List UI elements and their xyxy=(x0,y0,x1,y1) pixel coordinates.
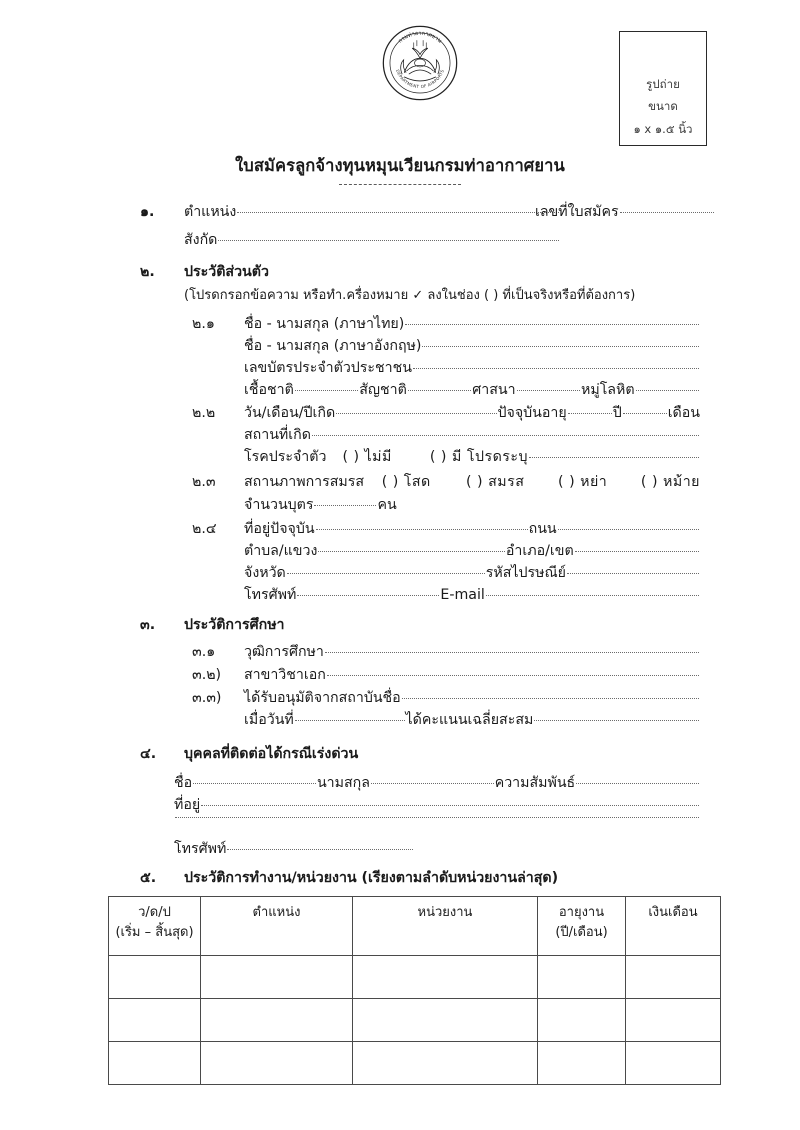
column-header-organization xyxy=(353,897,538,956)
field-id-card-row xyxy=(192,361,700,375)
section-2-instruction: (โปรดกรอกข้อความ หรือทำ.ครื่องหมาย ✓ ลงในช่อง ( ) ที่เป็นจริงหรือที่ต้องการ) xyxy=(184,288,636,303)
column-header-date-line1: ว/ด/ป xyxy=(138,905,171,920)
field-application-no-row xyxy=(535,205,715,219)
religion-label: ศาสนา xyxy=(472,382,516,398)
department-of-airports-seal-icon xyxy=(381,24,459,102)
column-header-date-line2: (เริ่ม – สิ้นสุด) xyxy=(115,925,194,941)
field-marital-status-row xyxy=(192,475,700,489)
item-2-1-number: ๒.๑ xyxy=(192,316,215,332)
cell-date[interactable] xyxy=(109,1042,201,1085)
phone-input[interactable] xyxy=(297,595,439,596)
cell-position[interactable] xyxy=(201,956,353,999)
application-no-input[interactable] xyxy=(620,212,714,213)
field-name-eng-row xyxy=(192,339,700,353)
field-address-row xyxy=(192,522,700,536)
emergency-last-name-label: นามสกุล xyxy=(316,775,370,791)
column-header-salary xyxy=(626,897,721,956)
cell-tenure[interactable] xyxy=(538,956,626,999)
children-count-unit: คน xyxy=(377,497,397,513)
dob-input[interactable] xyxy=(336,413,496,414)
affiliation-input[interactable] xyxy=(218,240,559,241)
cell-organization[interactable] xyxy=(353,999,538,1042)
gpa-input[interactable] xyxy=(534,720,699,721)
field-ethnicity-row xyxy=(192,383,700,397)
subdistrict-input[interactable] xyxy=(318,551,505,552)
emergency-contact-name-row xyxy=(174,776,700,790)
column-header-tenure-line1: อายุงาน xyxy=(558,905,605,920)
emergency-contact-address-row xyxy=(174,798,700,812)
field-dob-row xyxy=(192,406,700,420)
emergency-relation-input[interactable] xyxy=(576,783,699,784)
marital-divorced-checkbox[interactable]: ( ) หย่า xyxy=(558,474,608,490)
field-major-row xyxy=(192,668,700,682)
item-3-1-number: ๓.๑ xyxy=(192,644,216,660)
disease-label: โรคประจำตัว xyxy=(244,449,327,465)
blood-type-label: หมู่โลหิต xyxy=(580,382,635,398)
postcode-label: รหัสไปรษณีย์ xyxy=(485,565,566,581)
emergency-relation-label: ความสัมพันธ์ xyxy=(494,775,576,791)
table-row xyxy=(109,999,721,1042)
section-5-heading-row xyxy=(140,871,558,885)
field-affiliation-row xyxy=(140,233,560,247)
institution-label: ได้รับอนุมัติจากสถาบันชื่อ xyxy=(244,690,401,706)
field-degree-row xyxy=(192,645,700,659)
cell-salary[interactable] xyxy=(626,956,721,999)
road-label: ถนน xyxy=(528,521,557,537)
marital-widowed-checkbox[interactable]: ( ) หม้าย xyxy=(640,474,700,490)
work-history-table xyxy=(108,896,721,1085)
section-2-number: ๒. xyxy=(140,264,155,280)
emergency-address-input[interactable] xyxy=(201,805,699,806)
age-year-unit: ปี xyxy=(612,405,622,421)
cell-salary[interactable] xyxy=(626,1042,721,1085)
section-3-heading: ประวัติการศึกษา xyxy=(184,617,285,633)
ethnicity-input[interactable] xyxy=(295,390,358,391)
cell-salary[interactable] xyxy=(626,999,721,1042)
svg-text:กรมท่าอากาศยาน: กรมท่าอากาศยาน xyxy=(397,30,443,45)
institution-input[interactable] xyxy=(402,698,699,699)
emergency-phone-label: โทรศัพท์ xyxy=(174,841,227,857)
district-input[interactable] xyxy=(575,551,699,552)
column-header-salary-line1: เงินเดือน xyxy=(648,905,698,920)
field-province-row xyxy=(192,566,700,580)
religion-input[interactable] xyxy=(517,390,580,391)
nationality-label: สัญชาติ xyxy=(359,382,407,398)
field-birthplace-row xyxy=(192,428,700,442)
degree-label: วุฒิการศึกษา xyxy=(244,644,324,660)
major-input[interactable] xyxy=(327,675,699,676)
age-month-unit: เดือน xyxy=(667,405,700,421)
marital-married-checkbox[interactable]: ( ) สมรส xyxy=(466,474,525,490)
page-title: ใบสมัครลูกจ้างทุนหมุนเวียนกรมท่าอากาศยาน xyxy=(235,156,565,175)
table-row xyxy=(109,956,721,999)
phone-label: โทรศัพท์ xyxy=(244,587,297,603)
item-3-2-number: ๓.๒) xyxy=(192,667,222,683)
field-phone-email-row xyxy=(192,588,700,602)
item-2-2-number: ๒.๒ xyxy=(192,405,216,421)
svg-text:DEPARTMENT OF AIRPORTS: DEPARTMENT OF AIRPORTS xyxy=(395,68,445,90)
province-label: จังหวัด xyxy=(244,565,286,581)
column-header-position xyxy=(201,897,353,956)
photo-label-line3: ๑ x ๑.๕ นิ้ว xyxy=(633,121,693,136)
field-grad-date-gpa-row xyxy=(192,713,700,727)
emergency-last-name-input[interactable] xyxy=(371,783,494,784)
emergency-first-name-input[interactable] xyxy=(193,783,316,784)
emergency-address-label: ที่อยู่ xyxy=(174,797,201,813)
field-subdistrict-row xyxy=(192,544,700,558)
children-count-input[interactable] xyxy=(314,505,376,506)
name-thai-input[interactable] xyxy=(405,324,699,325)
id-card-input[interactable] xyxy=(413,368,699,369)
section-5-number: ๕. xyxy=(140,870,157,886)
cell-organization[interactable] xyxy=(353,956,538,999)
column-header-tenure-line2: (ปี/เดือน) xyxy=(555,925,608,941)
birthplace-label: สถานที่เกิด xyxy=(244,427,311,443)
field-position-row xyxy=(140,205,560,219)
marital-single-checkbox[interactable]: ( ) โสด xyxy=(381,474,431,490)
section-4-heading-row xyxy=(140,747,358,761)
position-input[interactable] xyxy=(237,212,559,213)
field-name-thai-row xyxy=(192,317,700,331)
ethnicity-label: เชื้อชาติ xyxy=(244,382,294,398)
field-children-row xyxy=(192,498,432,512)
table-header-row xyxy=(109,897,721,956)
emergency-contact-phone-row xyxy=(174,842,414,856)
section-3-number: ๓. xyxy=(140,617,156,633)
table-row xyxy=(109,1042,721,1085)
section-3-heading-row xyxy=(140,618,285,632)
column-header-tenure xyxy=(538,897,626,956)
email-input[interactable] xyxy=(486,595,699,596)
graduation-date-input[interactable] xyxy=(295,720,405,721)
current-address-label: ที่อยู่ปัจจุบัน xyxy=(244,521,315,537)
application-no-label: เลขที่ใบสมัคร xyxy=(535,204,619,220)
age-year-input[interactable] xyxy=(568,413,612,414)
disease-none-checkbox[interactable]: ( ) ไม่มี xyxy=(342,449,392,465)
email-label: E-mail xyxy=(440,587,485,603)
cell-date[interactable] xyxy=(109,999,201,1042)
age-month-input[interactable] xyxy=(623,413,667,414)
photo-label-line1: รูปถ่าย xyxy=(646,76,680,91)
title-divider xyxy=(339,184,461,185)
name-eng-input[interactable] xyxy=(422,346,699,347)
item-2-3-number: ๒.๓ xyxy=(192,474,216,490)
column-header-organization-line1: หน่วยงาน xyxy=(417,905,473,920)
disease-specify-input[interactable] xyxy=(529,457,699,458)
item-2-4-number: ๒.๔ xyxy=(192,521,217,537)
dob-label: วัน/เดือน/ปีเกิด xyxy=(244,405,336,421)
section-2-heading: ประวัติส่วนตัว xyxy=(184,264,269,280)
emergency-phone-input[interactable] xyxy=(227,849,413,850)
cell-tenure[interactable] xyxy=(538,999,626,1042)
column-header-date xyxy=(109,897,201,956)
nationality-input[interactable] xyxy=(408,390,471,391)
gpa-label: ได้คะแนนเฉลี่ยสะสม xyxy=(405,712,534,728)
cell-tenure[interactable] xyxy=(538,1042,626,1085)
major-label: สาขาวิชาเอก xyxy=(244,667,326,683)
section-2-heading-row xyxy=(140,265,269,279)
item-3-3-number: ๓.๓) xyxy=(192,690,222,706)
current-address-input[interactable] xyxy=(316,529,528,530)
postcode-input[interactable] xyxy=(567,573,699,574)
emergency-address-input-2[interactable] xyxy=(175,817,699,818)
cell-organization[interactable] xyxy=(353,1042,538,1085)
emergency-first-name-label: ชื่อ xyxy=(174,775,193,791)
section-5-heading: ประวัติการทำงาน/หน่วยงาน (เรียงตามลำดับหน่วยงานล่าสุด) xyxy=(184,870,559,886)
cell-position[interactable] xyxy=(201,999,353,1042)
road-input[interactable] xyxy=(558,529,699,530)
photo-label-line2: ขนาด xyxy=(648,99,678,113)
name-eng-label: ชื่อ - นามสกุล (ภาษาอังกฤษ) xyxy=(244,338,422,354)
age-label: ปัจจุบันอายุ xyxy=(497,405,567,421)
field-disease-row xyxy=(192,450,700,464)
graduation-date-label: เมื่อวันที่ xyxy=(244,712,294,728)
degree-input[interactable] xyxy=(325,652,699,653)
position-label: ตำแหน่ง xyxy=(184,204,237,220)
section-4-heading: บุคคลที่ติดต่อได้กรณีเร่งด่วน xyxy=(184,746,359,762)
section-4-number: ๔. xyxy=(140,746,157,762)
birthplace-input[interactable] xyxy=(312,435,699,436)
section-2-instruction-row xyxy=(140,289,635,302)
section-1-number: ๑. xyxy=(140,204,155,220)
cell-position[interactable] xyxy=(201,1042,353,1085)
affiliation-label: สังกัด xyxy=(184,232,218,248)
id-card-label: เลขบัตรประจำตัวประชาชน xyxy=(244,360,412,376)
column-header-position-line1: ตำแหน่ง xyxy=(252,905,301,920)
blood-type-input[interactable] xyxy=(636,390,699,391)
children-count-label: จำนวนบุตร xyxy=(244,497,314,513)
emergency-contact-address-row-2 xyxy=(174,820,700,821)
province-input[interactable] xyxy=(287,573,485,574)
district-label: อำเภอ/เขต xyxy=(505,543,574,559)
name-thai-label: ชื่อ - นามสกุล (ภาษาไทย) xyxy=(244,316,405,332)
cell-date[interactable] xyxy=(109,956,201,999)
field-institution-row xyxy=(192,691,700,705)
disease-yes-checkbox[interactable]: ( ) มี โปรดระบุ xyxy=(429,449,529,465)
marital-status-label: สถานภาพการสมรส xyxy=(244,474,365,490)
photo-placeholder-box xyxy=(619,31,707,146)
subdistrict-label: ตำบล/แขวง xyxy=(244,543,318,559)
